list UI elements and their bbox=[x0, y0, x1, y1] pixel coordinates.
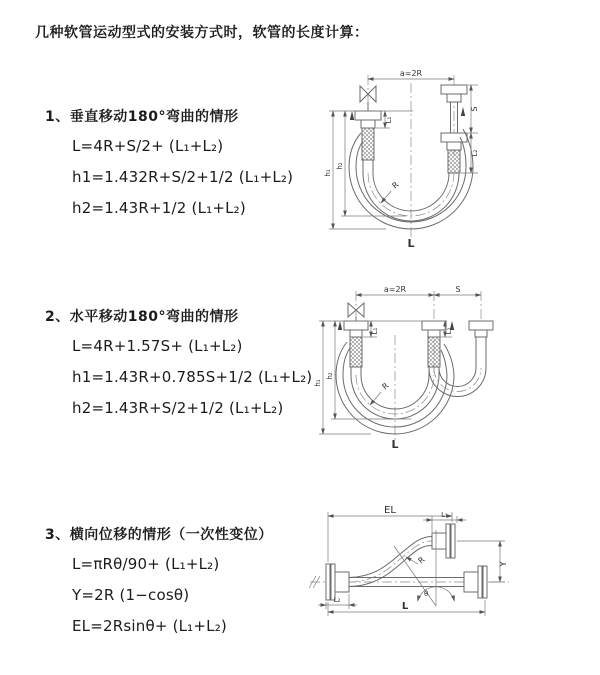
dim-h1-label: h₁ bbox=[314, 379, 322, 387]
radius-label: R bbox=[390, 180, 401, 191]
angle-theta-label: θ bbox=[424, 590, 429, 598]
diagram-vertical-180-bend bbox=[311, 63, 583, 259]
section-2-heading: 2、水平移动180°弯曲的情形 bbox=[45, 309, 239, 325]
formula-h1: h1=1.43R+0.785S+1/2 (L₁+L₂) bbox=[72, 368, 313, 386]
dimension-a-2r bbox=[368, 69, 454, 79]
right-pipe-fitting bbox=[469, 321, 493, 368]
formula-l: L=4R+1.57S+ (L₁+L₂) bbox=[72, 337, 243, 355]
length-label: L bbox=[401, 601, 409, 612]
dim-s-label: S bbox=[470, 106, 479, 112]
section-3-heading: 3、横向位移的情形（一次性变位） bbox=[45, 527, 273, 543]
radius-label: R bbox=[416, 555, 427, 566]
dimension-l2 bbox=[318, 594, 357, 609]
dim-l1-label: L₁ bbox=[385, 116, 393, 124]
page-title: 几种软管运动型式的安装方式时，软管的长度计算： bbox=[35, 25, 369, 41]
dim-s-label: S bbox=[455, 285, 461, 294]
dimension-l bbox=[328, 600, 485, 616]
dim-l2-label: L₂ bbox=[445, 327, 453, 335]
dim-h2-label: h₂ bbox=[336, 162, 344, 170]
dim-l2-label: L₂ bbox=[471, 149, 479, 157]
dim-a-label: a=2R bbox=[383, 285, 407, 294]
left-pipe-fitting bbox=[355, 111, 381, 173]
left-flange bbox=[326, 564, 349, 600]
section-1-heading: 1、垂直移动180°弯曲的情形 bbox=[45, 109, 239, 125]
radius-callout bbox=[370, 381, 391, 405]
dim-l1-label: L₁ bbox=[441, 511, 448, 519]
dimension-a-2r bbox=[356, 285, 434, 295]
formula-h2: h2=1.43R+1/2 (L₁+L₂) bbox=[72, 199, 246, 217]
radius-callout bbox=[381, 180, 401, 203]
formula-y: Y=2R (1−cosθ) bbox=[72, 586, 190, 604]
section-vertical-movement bbox=[45, 106, 293, 230]
centerlines bbox=[356, 291, 481, 440]
formula-l: L=4R+S/2+ (L₁+L₂) bbox=[72, 137, 224, 155]
formula-l: L=πRθ/90+ (L₁+L₂) bbox=[72, 555, 220, 573]
dimension-s bbox=[468, 85, 479, 133]
section-lateral-displacement bbox=[45, 524, 273, 648]
dim-a-label: a=2R bbox=[399, 69, 423, 78]
length-label: L bbox=[391, 438, 399, 451]
diagram-lateral-displacement bbox=[304, 502, 596, 660]
dim-l2-label: L₂ bbox=[333, 596, 341, 604]
formula-h2: h2=1.43R+S/2+1/2 (L₁+L₂) bbox=[72, 399, 284, 417]
centerlines bbox=[368, 75, 454, 239]
formula-h1: h1=1.432R+S/2+1/2 (L₁+L₂) bbox=[72, 168, 294, 186]
dim-l1-label: L₁ bbox=[371, 327, 379, 335]
radius-label: R bbox=[380, 381, 391, 392]
diagram-horizontal-180-bend bbox=[311, 280, 589, 460]
dimension-s bbox=[434, 285, 481, 295]
section-horizontal-movement bbox=[45, 306, 312, 430]
dim-h2-label: h₂ bbox=[326, 372, 334, 380]
dim-y-label: Y bbox=[499, 561, 509, 567]
left-pipe-fitting bbox=[344, 321, 368, 375]
dim-el-label: EL bbox=[384, 505, 396, 516]
dimension-l1 bbox=[423, 511, 466, 532]
formula-el: EL=2Rsinθ+ (L₁+L₂) bbox=[72, 617, 227, 635]
length-label: L bbox=[407, 237, 415, 250]
middle-pipe-fitting bbox=[422, 321, 446, 375]
dim-h1-label: h₁ bbox=[324, 169, 332, 177]
